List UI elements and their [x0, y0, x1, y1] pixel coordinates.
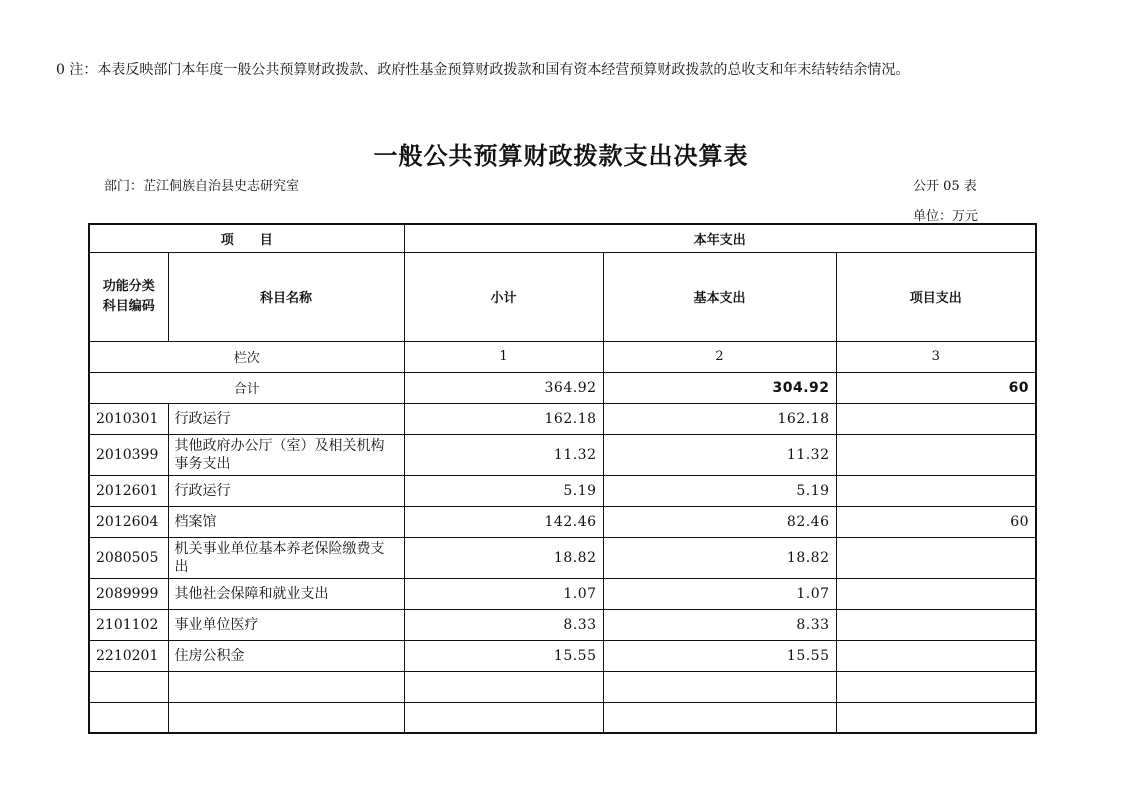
total-project: 60 — [836, 372, 1036, 403]
row-project: 60 — [836, 506, 1036, 537]
row-subtotal — [404, 702, 603, 733]
row-project — [836, 403, 1036, 434]
total-basic: 304.92 — [603, 372, 836, 403]
row-project — [836, 475, 1036, 506]
column-index-label: 栏次 — [89, 341, 404, 372]
table-row — [89, 702, 1036, 733]
header-project: 项目支出 — [836, 252, 1036, 341]
header-basic: 基本支出 — [603, 252, 836, 341]
row-subtotal: 142.46 — [404, 506, 603, 537]
row-name: 其他政府办公厅（室）及相关机构事务支出 — [168, 434, 404, 475]
row-subtotal: 11.32 — [404, 434, 603, 475]
data-rows — [89, 403, 1036, 733]
column-index-3: 3 — [836, 341, 1036, 372]
total-subtotal: 364.92 — [404, 372, 603, 403]
row-basic: 162.18 — [603, 403, 836, 434]
row-code: 2010399 — [89, 434, 168, 475]
table-row — [89, 506, 1036, 537]
row-subtotal — [404, 671, 603, 702]
department-label: 部门：芷江侗族自治县史志研究室 — [104, 179, 300, 194]
row-basic: 1.07 — [603, 578, 836, 609]
row-project — [836, 640, 1036, 671]
unit-label: 单位：万元 — [913, 209, 979, 224]
table-row — [89, 578, 1036, 609]
row-code — [89, 671, 168, 702]
header-subtotal: 小计 — [404, 252, 603, 341]
row-project — [836, 537, 1036, 578]
table-row — [89, 403, 1036, 434]
row-code: 2010301 — [89, 403, 168, 434]
page-title: 一般公共预算财政拨款支出决算表 — [373, 141, 749, 170]
row-code: 2012604 — [89, 506, 168, 537]
row-basic: 82.46 — [603, 506, 836, 537]
row-project — [836, 702, 1036, 733]
row-subtotal: 1.07 — [404, 578, 603, 609]
row-basic: 18.82 — [603, 537, 836, 578]
row-code: 2210201 — [89, 640, 168, 671]
total-row — [89, 372, 1036, 403]
header-row-columns — [89, 252, 1036, 341]
row-basic: 5.19 — [603, 475, 836, 506]
table-row — [89, 609, 1036, 640]
row-name: 档案馆 — [168, 506, 404, 537]
total-label: 合计 — [89, 372, 404, 403]
row-name: 行政运行 — [168, 475, 404, 506]
row-basic — [603, 702, 836, 733]
table-row — [89, 671, 1036, 702]
row-code: 2101102 — [89, 609, 168, 640]
row-name — [168, 702, 404, 733]
header-current-year: 本年支出 — [404, 224, 1036, 252]
row-code: 2012601 — [89, 475, 168, 506]
expenditure-table — [88, 223, 1037, 734]
row-project — [836, 671, 1036, 702]
table-row — [89, 434, 1036, 475]
row-name: 住房公积金 — [168, 640, 404, 671]
row-project — [836, 609, 1036, 640]
table-row — [89, 475, 1036, 506]
column-index-row — [89, 341, 1036, 372]
row-project — [836, 578, 1036, 609]
table-row — [89, 537, 1036, 578]
header-func-code-line1: 功能分类 — [102, 278, 155, 294]
header-subject-name: 科目名称 — [168, 252, 404, 341]
row-subtotal: 162.18 — [404, 403, 603, 434]
header-func-code-line2: 科目编码 — [102, 298, 155, 314]
column-index-2: 2 — [603, 341, 836, 372]
row-code — [89, 702, 168, 733]
table-note: 0 注：本表反映部门本年度一般公共预算财政拨款、政府性基金预算财政拨款和国有资本经营预算财政拨款的总收支和年末结转结余情况。 — [56, 62, 910, 78]
table-row — [89, 640, 1036, 671]
row-name — [168, 671, 404, 702]
row-subtotal: 8.33 — [404, 609, 603, 640]
header-func-code — [89, 252, 168, 341]
header-item: 项 目 — [89, 224, 404, 252]
row-name: 行政运行 — [168, 403, 404, 434]
row-basic: 15.55 — [603, 640, 836, 671]
row-subtotal: 5.19 — [404, 475, 603, 506]
row-subtotal: 18.82 — [404, 537, 603, 578]
row-basic: 11.32 — [603, 434, 836, 475]
row-subtotal: 15.55 — [404, 640, 603, 671]
row-code: 2080505 — [89, 537, 168, 578]
header-row-top — [89, 224, 1036, 252]
row-name: 机关事业单位基本养老保险缴费支出 — [168, 537, 404, 578]
row-basic: 8.33 — [603, 609, 836, 640]
row-code: 2089999 — [89, 578, 168, 609]
row-basic — [603, 671, 836, 702]
form-number: 公开 05 表 — [913, 179, 977, 194]
row-project — [836, 434, 1036, 475]
column-index-1: 1 — [404, 341, 603, 372]
row-name: 其他社会保障和就业支出 — [168, 578, 404, 609]
row-name: 事业单位医疗 — [168, 609, 404, 640]
